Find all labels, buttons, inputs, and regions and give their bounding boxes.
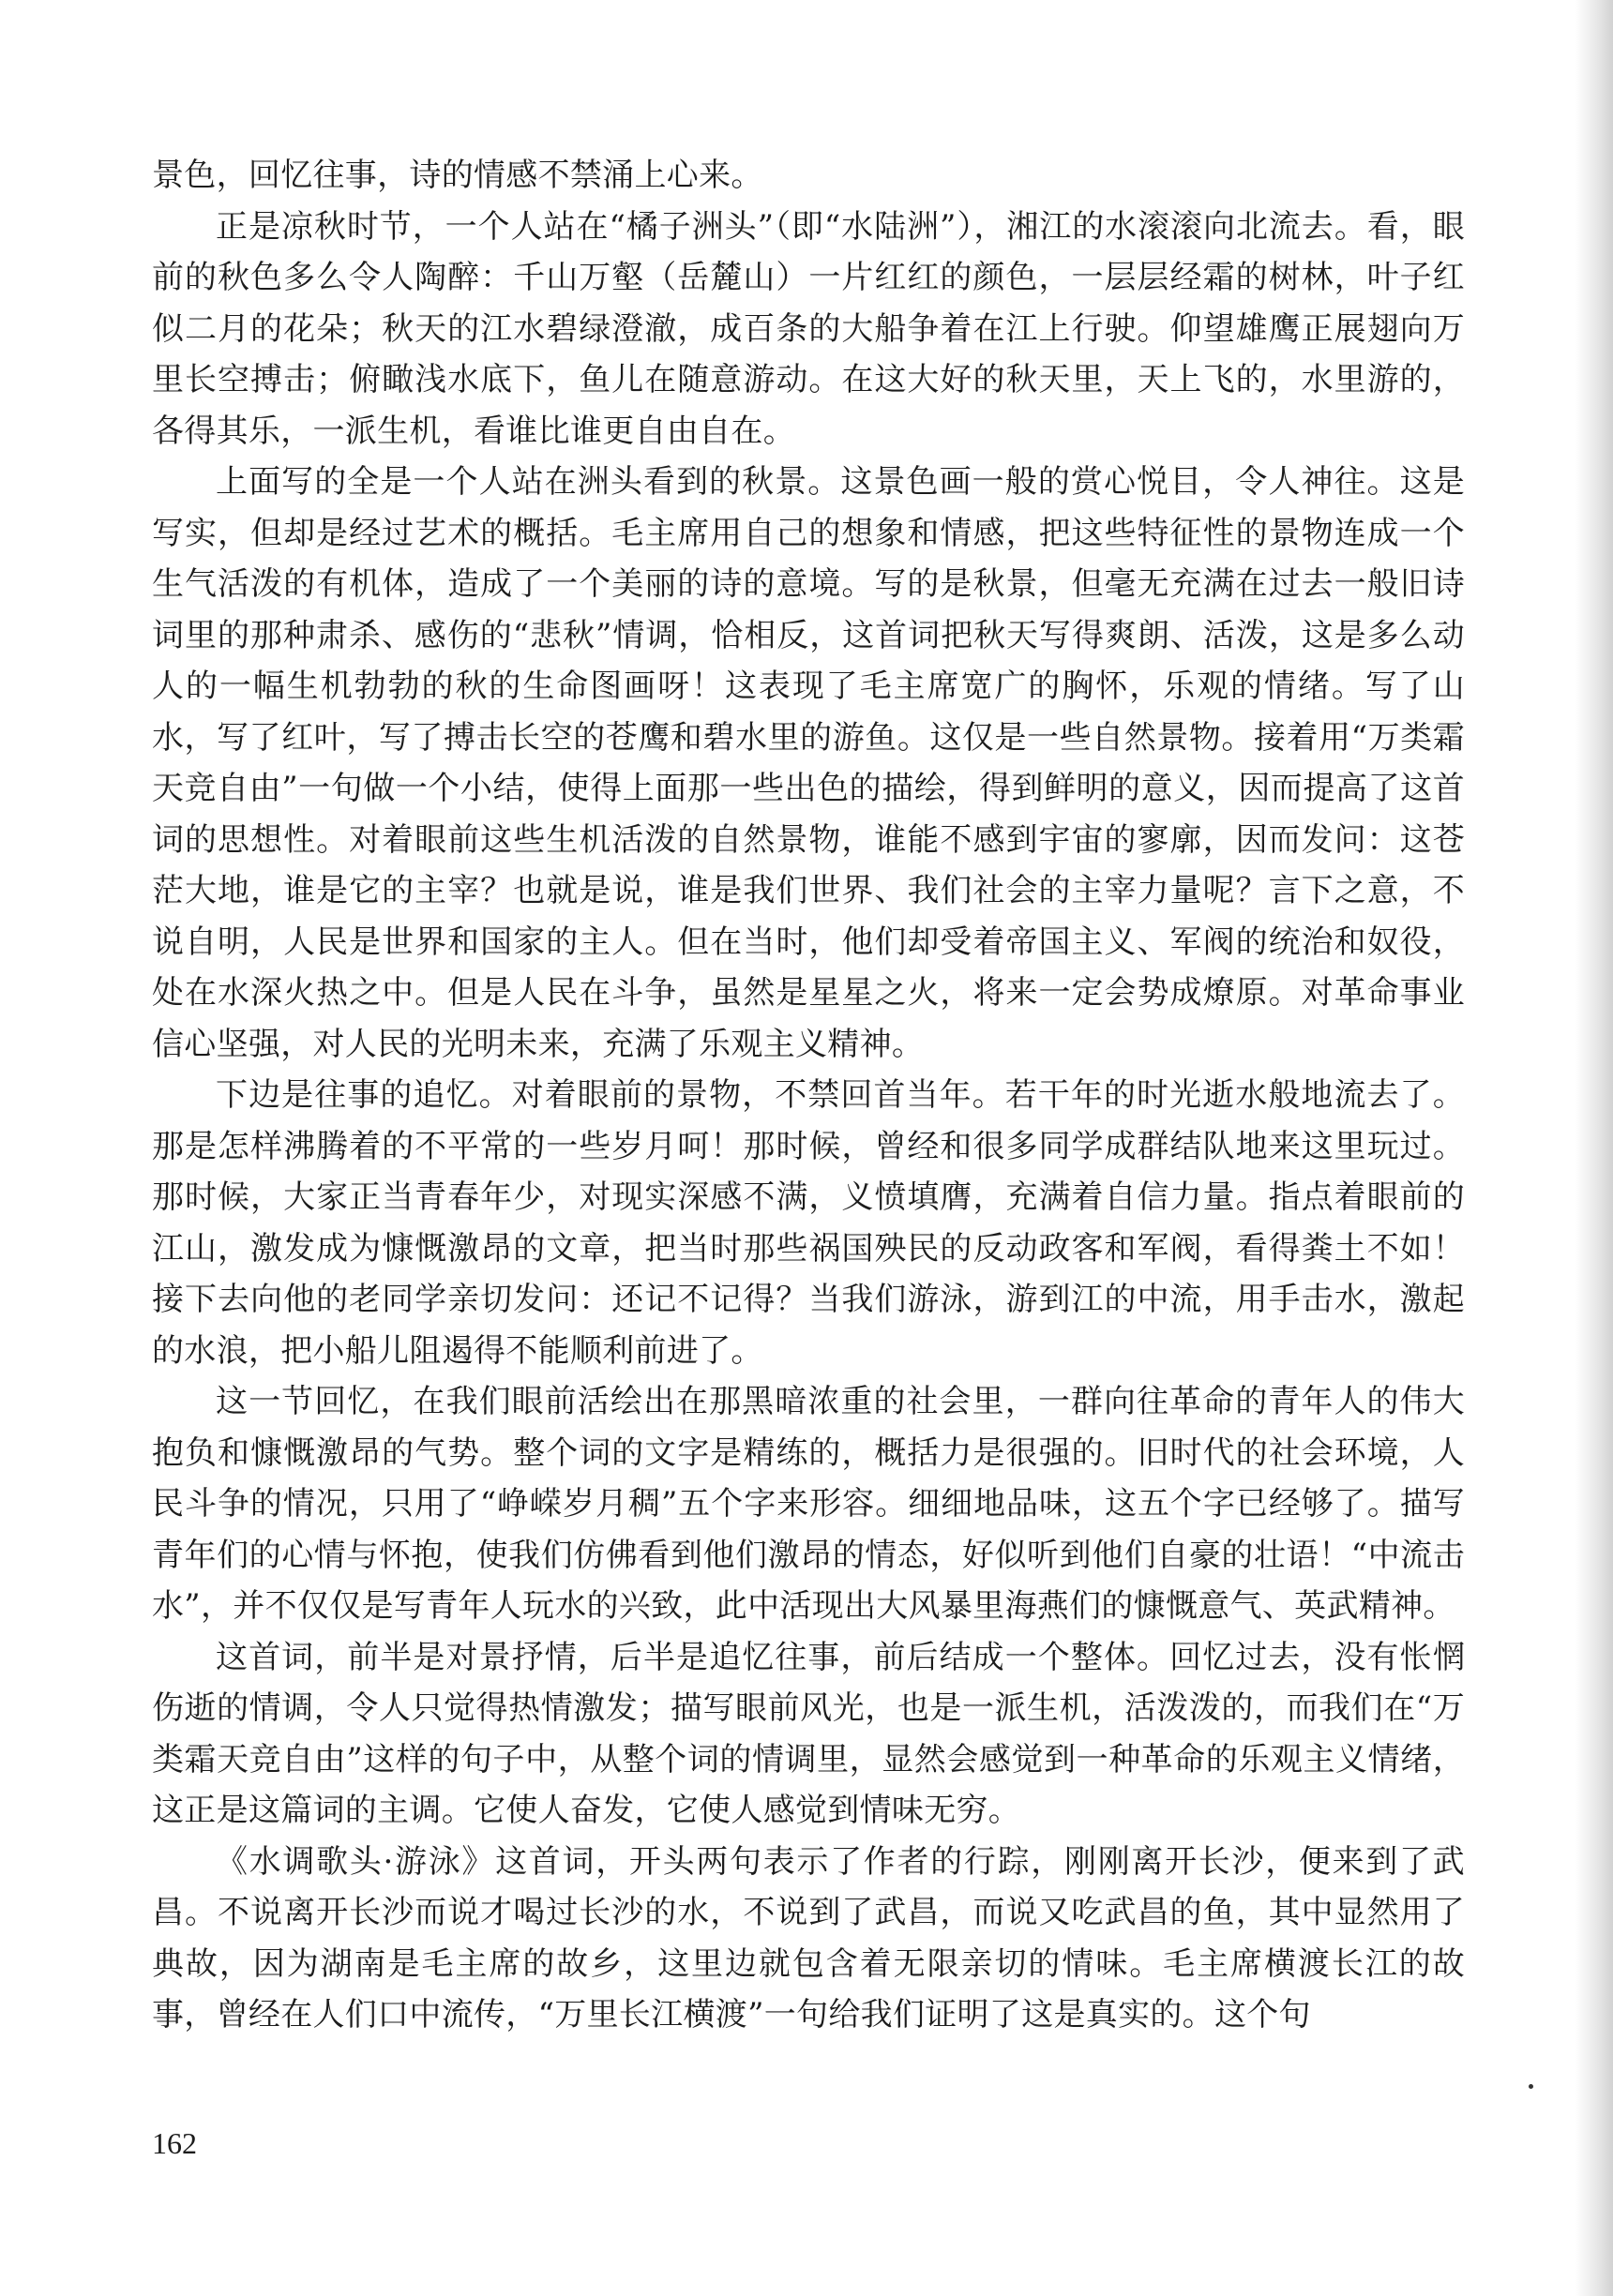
paragraph-2: 正是凉秋时节，一个人站在“橘子洲头”（即“水陆洲”），湘江的水滚滚向北流去。看，眼前的秋色多么令人陶醉：千山万壑（岳麓山）一片红红的颜色，一层层经霜的树林，叶子红似二月的花朵；秋天的江水碧绿澄澈，成百条的大船争着在江上行驶。仰望雄鹰正展翅向万里长空搏击；俯瞰浅水底下，鱼儿在随意游动。在这大好的秋天里，天上飞的，水里游的，各得其乐，一派生机，看谁比谁更自由自在。 bbox=[152, 207, 1465, 450]
page-edge-shadow bbox=[1575, 0, 1613, 2296]
paragraph-5: 这一节回忆，在我们眼前活绘出在那黑暗浓重的社会里，一群向往革命的青年人的伟大抱负和慷慨激昂的气势。整个词的文字是精练的，概括力是很强的。旧时代的社会环境，人民斗争的情况，只用了“峥嵘岁月稠”五个字来形容。细细地品味，这五个字已经够了。描写青年们的心情与怀抱，使我们仿佛看到他们激昂的情态，好似听到他们自豪的壮语！“中流击水”，并不仅仅是写青年人玩水的兴致，此中活现出大风暴里海燕们的慷慨意气、英武精神。 bbox=[152, 1383, 1465, 1625]
page-number: 162 bbox=[152, 2126, 197, 2160]
paragraph-6: 这首词，前半是对景抒情，后半是追忆往事，前后结成一个整体。回忆过去，没有怅惘伤逝的情调，令人只觉得热情激发；描写眼前风光，也是一派生机，活泼泼的，而我们在“万类霜天竞自由”这样的句子中，从整个词的情调里，显然会感觉到一种革命的乐观主义情绪，这正是这篇词的主调。它使人奋发，它使人感觉到情味无穷。 bbox=[152, 1638, 1465, 1829]
stray-dot bbox=[1529, 2084, 1533, 2089]
paragraph-7: 《水调歌头·游泳》这首词，开头两句表示了作者的行踪，刚刚离开长沙，便来到了武昌。不说离开长沙而说才喝过长沙的水，不说到了武昌，而说又吃武昌的鱼，其中显然用了典故，因为湖南是毛主席的故乡，这里边就包含着无限亲切的情味。毛主席横渡长江的故事，曾经在人们口中流传，“万里长江横渡”一句给我们证明了这是真实的。这个句 bbox=[152, 1842, 1465, 2033]
paragraph-3: 上面写的全是一个人站在洲头看到的秋景。这景色画一般的赏心悦目，令人神往。这是写实，但却是经过艺术的概括。毛主席用自己的想象和情感，把这些特征性的景物连成一个生气活泼的有机体，造成了一个美丽的诗的意境。写的是秋景，但毫无充满在过去一般旧诗词里的那种肃杀、感伤的“悲秋”情调，恰相反，这首词把秋天写得爽朗、活泼，这是多么动人的一幅生机勃勃的秋的生命图画呀！这表现了毛主席宽广的胸怀，乐观的情绪。写了山水，写了红叶，写了搏击长空的苍鹰和碧水里的游鱼。这仅是一些自然景物。接着用“万类霜天竞自由”一句做一个小结，使得上面那一些出色的描绘，得到鲜明的意义，因而提高了这首词的思想性。对着眼前这些生机活泼的自然景物，谁能不感到宇宙的寥廓，因而发问：这苍茫大地，谁是它的主宰？也就是说，谁是我们世界、我们社会的主宰力量呢？言下之意，不说自明，人民是世界和国家的主人。但在当时，他们却受着帝国主义、军阀的统治和奴役，处在水深火热之中。但是人民在斗争，虽然是星星之火，将来一定会势成燎原。对革命事业信心坚强，对人民的光明未来，充满了乐观主义精神。 bbox=[152, 463, 1465, 1063]
body-text bbox=[152, 150, 1465, 2041]
paragraph-1: 景色，回忆往事，诗的情感不禁涌上心来。 bbox=[152, 157, 763, 194]
paragraph-4: 下边是往事的追忆。对着眼前的景物，不禁回首当年。若干年的时光逝水般地流去了。那是怎样沸腾着的不平常的一些岁月呵！那时候，曾经和很多同学成群结队地来这里玩过。那时候，大家正当青春年少，对现实深感不满，义愤填膺，充满着自信力量。指点着眼前的江山，激发成为慷慨激昂的文章，把当时那些祸国殃民的反动政客和军阀，看得粪土不如！接下去向他的老同学亲切发问：还记不记得？当我们游泳，游到江的中流，用手击水，激起的水浪，把小船儿阻遏得不能顺利前进了。 bbox=[152, 1076, 1465, 1370]
